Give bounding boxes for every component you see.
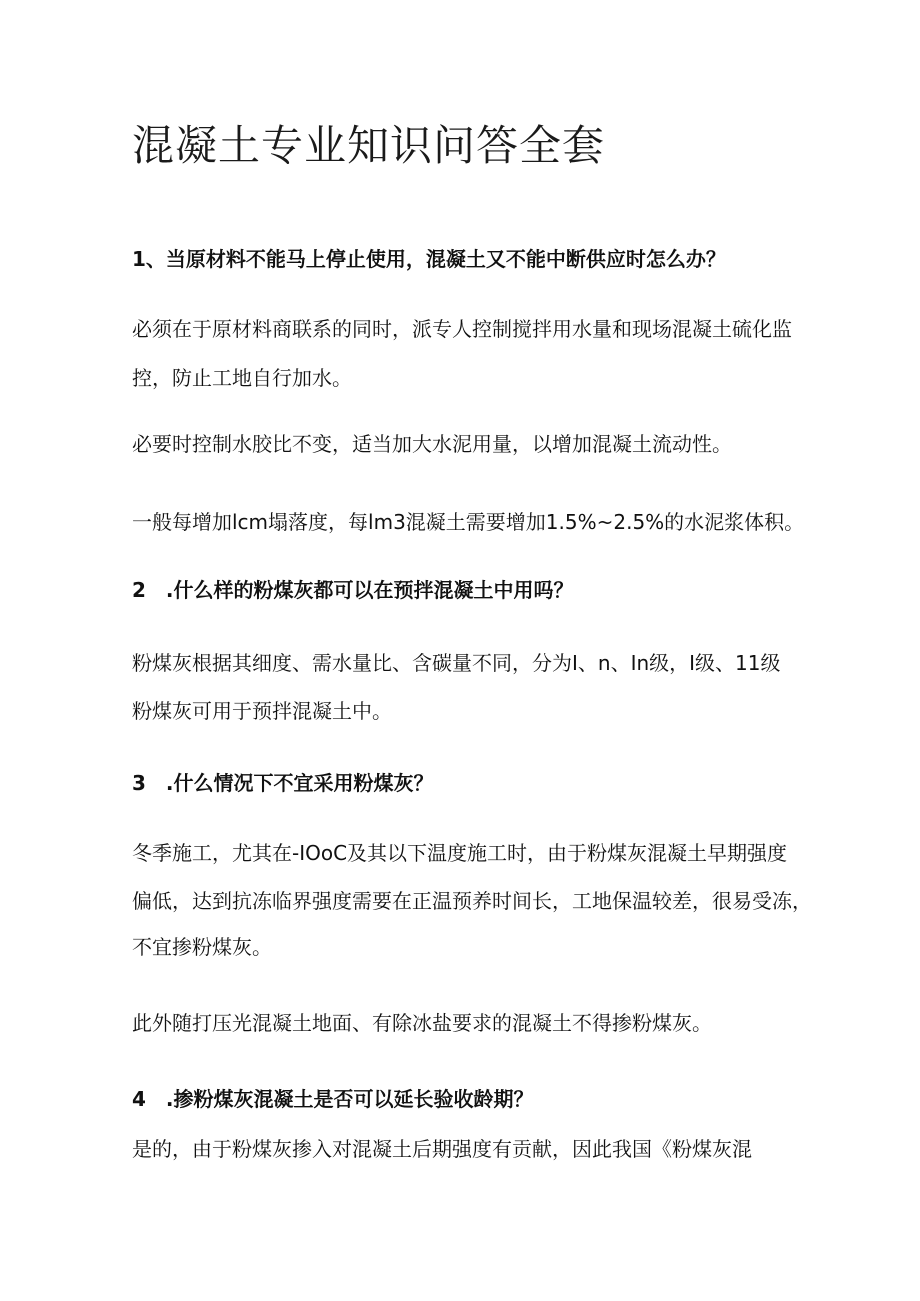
question-1-heading: 1、当原材料不能马上停止使用，混凝土又不能中断供应时怎么办？	[132, 247, 726, 271]
answer-1-paragraph-2: 必要时控制水胶比不变，适当加大水泥用量，以增加混凝土流动性。	[132, 432, 732, 456]
answer-3-paragraph-2: 此外随打压光混凝土地面、有除冰盐要求的混凝土不得掺粉煤灰。	[132, 1011, 712, 1035]
document-title: 混凝土专业知识问答全套	[132, 121, 606, 170]
answer-3-line-1: 冬季施工，尤其在-IOoC及其以下温度施工时，由于粉煤灰混凝土早期强度	[132, 841, 788, 865]
answer-4-line-1: 是的，由于粉煤灰掺入对混凝土后期强度有贡献，因此我国《粉煤灰混	[132, 1137, 752, 1161]
question-2-heading: 2 .什么样的粉煤灰都可以在预拌混凝土中用吗？	[132, 578, 574, 602]
answer-2-line-2: 粉煤灰可用于预拌混凝土中。	[132, 699, 392, 723]
answer-3-line-3: 不宜掺粉煤灰。	[132, 935, 272, 959]
answer-1-paragraph-3: 一般每增加lcm塌落度，每lm3混凝土需要增加1.5%~2.5%的水泥浆体积。	[132, 510, 805, 534]
question-4-heading: 4 .掺粉煤灰混凝土是否可以延长验收龄期？	[132, 1087, 534, 1111]
answer-1-line-1: 必须在于原材料商联系的同时，派专人控制搅拌用水量和现场混凝土硫化监	[132, 317, 792, 341]
answer-1-line-2: 控，防止工地自行加水。	[132, 366, 352, 390]
question-3-heading: 3 .什么情况下不宜采用粉煤灰？	[132, 771, 434, 795]
answer-3-line-2: 偏低，达到抗冻临界强度需要在正温预养时间长，工地保温较差，很易受冻，	[132, 889, 812, 913]
answer-2-line-1: 粉煤灰根据其细度、需水量比、含碳量不同，分为I、n、In级，I级、11级	[132, 651, 781, 675]
